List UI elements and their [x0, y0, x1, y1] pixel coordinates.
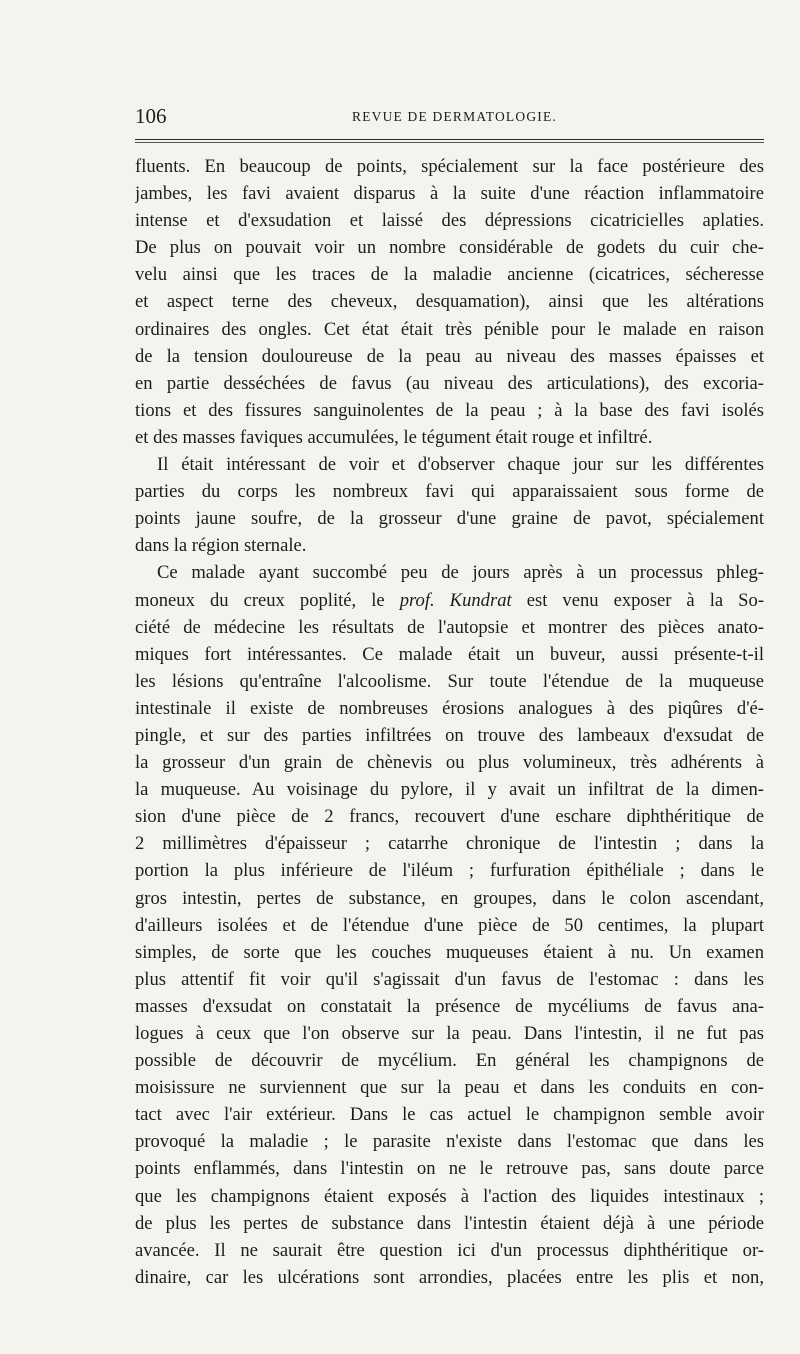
text-line: ordinaires des ongles. Cet état était très pénible pour le malade en raison — [135, 318, 764, 340]
text-line: que les champignons étaient exposés à l'action des liquides intestinaux ; — [135, 1185, 764, 1207]
running-head — [135, 100, 764, 130]
text-line: Ce malade ayant succombé peu de jours après à un processus phleg- — [157, 562, 764, 584]
text-line: points enflammés, dans l'intestin on ne le retrouve pas, sans doute parce — [135, 1158, 764, 1180]
text-line: la grosseur d'un grain de chènevis ou plus volumineux, très adhérents à — [135, 752, 764, 774]
text-line: de plus les pertes de substance dans l'intestin étaient déjà à une période — [135, 1212, 764, 1234]
text-line: 2 millimètres d'épaisseur ; catarrhe chronique de l'intestin ; dans la — [135, 833, 764, 855]
text-line: tact avec l'air extérieur. Dans le cas actuel le champignon semble avoir — [135, 1104, 764, 1126]
text-line: miques fort intéressantes. Ce malade était un buveur, aussi présente-t-il — [135, 643, 764, 665]
text-line: velu ainsi que les traces de la maladie ancienne (cicatrices, sécheresse — [135, 264, 764, 286]
text-line: en partie desséchées de favus (au niveau des articulations), des excoria- — [135, 372, 764, 394]
text-line: portion la plus inférieure de l'iléum ; furfuration épithéliale ; dans le — [135, 860, 764, 882]
body-text — [135, 153, 764, 1291]
text-line: la muqueuse. Au voisinage du pylore, il y avait un infiltrat de la dimen- — [135, 779, 764, 801]
journal-title: REVUE DE DERMATOLOGIE. — [351, 109, 557, 124]
text-line: sion d'une pièce de 2 francs, recouvert d'une eschare diphthéritique de — [135, 806, 764, 828]
page-number: 106 — [135, 104, 167, 128]
text-line: dinaire, car les ulcérations sont arrondies, placées entre les plis et non, — [135, 1266, 764, 1288]
text-line: provoqué la maladie ; le parasite n'existe dans l'estomac que dans les — [135, 1131, 764, 1153]
text-line: possible de découvrir de mycélium. En général les champignons de — [135, 1050, 764, 1072]
text-line: les lésions qu'entraîne l'alcoolisme. Sur toute l'étendue de la muqueuse — [135, 670, 764, 692]
header-rule — [135, 139, 764, 143]
text-line: et aspect terne des cheveux, desquamation), ainsi que les altérations — [135, 291, 764, 313]
text-line: intense et d'exsudation et laissé des dépressions cicatricielles aplaties. — [135, 210, 764, 232]
text-line: tions et des fissures sanguinolentes de la peau ; à la base des favi isolés — [135, 399, 764, 421]
text-line: dans la région sternale. — [135, 535, 307, 557]
text-line: De plus on pouvait voir un nombre considérable de godets du cuir che- — [135, 237, 764, 259]
text-line: de la tension douloureuse de la peau au niveau des masses épaisses et — [135, 345, 764, 367]
text-line: et des masses faviques accumulées, le tégument était rouge et infiltré. — [135, 426, 653, 448]
text-line: points jaune soufre, de la grosseur d'une graine de pavot, spécialement — [135, 508, 764, 530]
text-line: parties du corps les nombreux favi qui apparaissaient sous forme de — [135, 481, 764, 503]
text-line: moisissure ne surviennent que sur la peau et dans les conduits en con- — [135, 1077, 764, 1099]
text-line: gros intestin, pertes de substance, en groupes, dans le colon ascendant, — [135, 887, 764, 909]
text-line: jambes, les favi avaient disparus à la suite d'une réaction inflammatoire — [135, 183, 764, 205]
italic-name: prof. Kundrat — [399, 589, 512, 611]
text-line: d'ailleurs isolées et de l'étendue d'une pièce de 50 centimes, la plupart — [135, 914, 764, 936]
text-line: intestinale il existe de nombreuses érosions analogues à des piqûres d'é- — [135, 697, 764, 719]
text-line: simples, de sorte que les couches muqueuses étaient à nu. Un examen — [135, 941, 764, 963]
text-line: fluents. En beaucoup de points, spécialement sur la face postérieure des — [135, 156, 764, 177]
text-line: pingle, et sur des parties infiltrées on trouve des lambeaux d'exsudat de — [135, 724, 764, 746]
text-line: logues à ceux que l'on observe sur la peau. Dans l'intestin, il ne fut pas — [135, 1023, 764, 1044]
text-line: plus attentif fit voir qu'il s'agissait d'un favus de l'estomac : dans les — [135, 968, 764, 990]
text-line: masses d'exsudat on constatait la présence de mycéliums de favus ana- — [135, 995, 764, 1017]
text-line: ciété de médecine les résultats de l'autopsie et montrer des pièces anato- — [135, 616, 764, 638]
text-line: avancée. Il ne saurait être question ici d'un processus diphthéritique or- — [135, 1239, 764, 1261]
text-line: moneux du creux poplité, le prof. Kundrat est venu exposer à la So- — [135, 589, 764, 611]
text-line: Il était intéressant de voir et d'observer chaque jour sur les différentes — [157, 454, 764, 476]
